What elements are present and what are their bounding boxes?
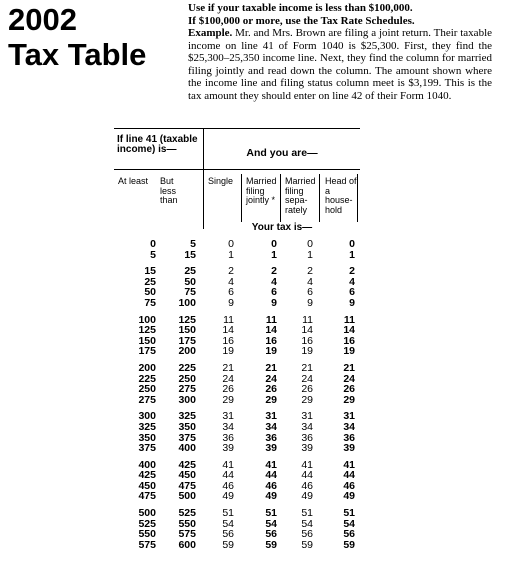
cell-mfs: 44	[301, 469, 313, 482]
if-line-header: If line 41 (taxable income) is—	[117, 134, 198, 155]
cell-hoh: 26	[343, 383, 355, 396]
cell-mfj: 21	[265, 361, 277, 374]
cell-single: 56	[222, 528, 234, 541]
table-header-rule	[114, 169, 360, 170]
col-header-hoh: Head of a house- hold	[325, 176, 357, 215]
cell-single: 1	[228, 248, 234, 261]
cell-but-less-than: 325	[178, 410, 196, 423]
cell-mfj: 4	[271, 275, 277, 288]
col-divider	[357, 174, 358, 227]
cell-single: 6	[228, 286, 234, 299]
your-tax-is-header: Your tax is—	[204, 222, 360, 233]
cell-mfj: 19	[265, 345, 277, 358]
cell-single: 19	[222, 345, 234, 358]
cell-at-least: 425	[138, 469, 156, 482]
table-row	[114, 298, 360, 309]
cell-at-least: 225	[138, 372, 156, 385]
example-label: Example.	[188, 27, 233, 39]
filing-status-box	[241, 174, 358, 227]
cell-at-least: 5	[150, 248, 156, 261]
cell-at-least: 325	[138, 420, 156, 433]
cell-single: 59	[222, 538, 234, 551]
cell-mfs: 4	[307, 275, 313, 288]
cell-mfj: 39	[265, 442, 277, 455]
cell-but-less-than: 125	[178, 313, 196, 326]
cell-mfs: 21	[301, 361, 313, 374]
col-divider	[241, 174, 242, 227]
cell-but-less-than: 525	[178, 507, 196, 520]
cell-mfs: 14	[301, 324, 313, 337]
cell-single: 34	[222, 420, 234, 433]
cell-hoh: 29	[343, 393, 355, 406]
cell-hoh: 56	[343, 528, 355, 541]
cell-at-least: 200	[138, 361, 156, 374]
cell-mfs: 34	[301, 420, 313, 433]
cell-but-less-than: 400	[178, 442, 196, 455]
cell-single: 36	[222, 431, 234, 444]
cell-at-least: 75	[144, 296, 156, 309]
cell-at-least: 50	[144, 286, 156, 299]
table-row	[114, 250, 360, 261]
cell-but-less-than: 250	[178, 372, 196, 385]
cell-mfj: 59	[265, 538, 277, 551]
cell-at-least: 375	[138, 442, 156, 455]
cell-at-least: 250	[138, 383, 156, 396]
cell-single: 16	[222, 334, 234, 347]
cell-mfs: 11	[302, 313, 313, 326]
intro-line-1: Use if your taxable income is less than $100,000.	[188, 2, 413, 14]
cell-single: 4	[228, 275, 234, 288]
cell-but-less-than: 50	[184, 275, 196, 288]
cell-at-least: 475	[138, 490, 156, 503]
cell-mfj: 6	[271, 286, 277, 299]
cell-mfs: 26	[301, 383, 313, 396]
cell-mfj: 26	[265, 383, 277, 396]
table-row	[114, 491, 360, 502]
cell-but-less-than: 500	[178, 490, 196, 503]
cell-mfs: 51	[301, 507, 313, 520]
table-row	[114, 443, 360, 454]
cell-mfs: 46	[301, 479, 313, 492]
cell-but-less-than: 5	[190, 238, 196, 250]
table-top-rule	[114, 128, 360, 129]
cell-at-least: 125	[138, 324, 156, 337]
cell-hoh: 11	[343, 313, 355, 326]
cell-single: 29	[222, 393, 234, 406]
cell-mfj: 41	[265, 458, 277, 471]
title-name: Tax Table	[8, 37, 147, 72]
cell-hoh: 51	[343, 507, 355, 520]
cell-but-less-than: 375	[178, 431, 196, 444]
cell-at-least: 150	[138, 334, 156, 347]
cell-mfs: 0	[307, 238, 313, 250]
cell-mfs: 2	[307, 265, 313, 278]
cell-mfs: 29	[301, 393, 313, 406]
cell-mfs: 56	[301, 528, 313, 541]
cell-hoh: 31	[343, 410, 355, 423]
cell-mfj: 29	[265, 393, 277, 406]
table-header-divider	[203, 128, 204, 229]
cell-but-less-than: 175	[178, 334, 196, 347]
cell-but-less-than: 575	[178, 528, 196, 541]
cell-mfs: 39	[301, 442, 313, 455]
cell-mfj: 54	[265, 517, 277, 530]
cell-at-least: 100	[138, 313, 156, 326]
cell-hoh: 16	[343, 334, 355, 347]
example-text: Mr. and Mrs. Brown are filing a joint return. Their taxable income on line 41 of Form 1040 is $25,300. First, they find the $25,300–25,350 income line. Next, they find the column for married filing jointly and read down the column. The amount shown where the income line and filing status column meet is $3,199. This is the tax amount they should enter on line 42 of their Form 1040.	[188, 27, 493, 102]
cell-mfj: 31	[265, 410, 277, 423]
cell-hoh: 14	[343, 324, 355, 337]
cell-mfs: 59	[301, 538, 313, 551]
cell-but-less-than: 75	[184, 286, 196, 299]
cell-mfs: 1	[307, 248, 313, 261]
cell-hoh: 9	[349, 296, 355, 309]
col-header-at-least: At least	[118, 176, 149, 186]
cell-hoh: 44	[343, 469, 355, 482]
cell-at-least: 350	[138, 431, 156, 444]
cell-mfs: 9	[307, 296, 313, 309]
cell-hoh: 59	[343, 538, 355, 551]
intro-block	[188, 2, 492, 102]
cell-but-less-than: 475	[178, 479, 196, 492]
cell-hoh: 36	[343, 431, 355, 444]
cell-mfj: 24	[265, 372, 277, 385]
cell-single: 0	[228, 238, 234, 250]
col-header-but-less-than: But less than	[160, 176, 178, 205]
example-paragraph	[188, 27, 492, 102]
cell-hoh: 19	[343, 345, 355, 358]
cell-single: 51	[222, 507, 234, 520]
cell-mfj: 1	[271, 248, 277, 261]
cell-single: 44	[222, 469, 234, 482]
cell-hoh: 6	[349, 286, 355, 299]
cell-mfs: 41	[301, 458, 313, 471]
cell-mfj: 11	[265, 313, 277, 326]
cell-at-least: 550	[138, 528, 156, 541]
col-header-single: Single	[208, 176, 234, 186]
cell-at-least: 275	[138, 393, 156, 406]
cell-single: 11	[223, 313, 234, 326]
cell-mfs: 54	[301, 517, 313, 530]
cell-but-less-than: 225	[178, 361, 196, 374]
cell-but-less-than: 600	[178, 538, 196, 551]
intro-line-2: If $100,000 or more, use the Tax Rate Schedules.	[188, 14, 415, 27]
cell-hoh: 39	[343, 442, 355, 455]
cell-hoh: 2	[349, 265, 355, 278]
table-row	[114, 346, 360, 357]
col-header-mfs: Married filing sepa- rately	[285, 176, 316, 215]
cell-hoh: 21	[343, 361, 355, 374]
cell-mfj: 16	[265, 334, 277, 347]
cell-but-less-than: 200	[178, 345, 196, 358]
cell-but-less-than: 350	[178, 420, 196, 433]
cell-single: 54	[222, 517, 234, 530]
cell-mfj: 36	[265, 431, 277, 444]
cell-at-least: 575	[138, 538, 156, 551]
cell-mfj: 9	[271, 296, 277, 309]
cell-mfs: 31	[301, 410, 313, 423]
cell-at-least: 25	[144, 275, 156, 288]
cell-at-least: 450	[138, 479, 156, 492]
title-year: 2002	[8, 2, 77, 37]
col-divider	[280, 174, 281, 227]
cell-mfs: 19	[301, 345, 313, 358]
cell-mfs: 24	[301, 372, 313, 385]
cell-mfj: 44	[265, 469, 277, 482]
cell-mfs: 49	[301, 490, 313, 503]
cell-at-least: 175	[138, 345, 156, 358]
cell-single: 31	[222, 410, 234, 423]
cell-but-less-than: 300	[178, 393, 196, 406]
cell-at-least: 15	[144, 265, 156, 278]
page-title	[8, 2, 146, 72]
cell-single: 24	[222, 372, 234, 385]
cell-single: 14	[222, 324, 234, 337]
cell-but-less-than: 150	[178, 324, 196, 337]
cell-single: 49	[222, 490, 234, 503]
cell-mfj: 56	[265, 528, 277, 541]
cell-single: 41	[222, 458, 234, 471]
cell-mfj: 14	[265, 324, 277, 337]
col-divider	[319, 174, 320, 227]
cell-but-less-than: 550	[178, 517, 196, 530]
table-row	[114, 363, 360, 374]
table-row	[114, 239, 360, 250]
cell-single: 21	[222, 361, 234, 374]
table-row	[114, 422, 360, 433]
cell-single: 9	[228, 296, 234, 309]
cell-hoh: 54	[343, 517, 355, 530]
cell-single: 2	[228, 265, 234, 278]
cell-single: 39	[222, 442, 234, 455]
cell-but-less-than: 25	[184, 265, 196, 278]
cell-mfj: 0	[271, 238, 277, 250]
cell-mfj: 46	[265, 479, 277, 492]
and-you-are-header: And you are—	[246, 147, 318, 159]
cell-at-least: 400	[138, 458, 156, 471]
cell-at-least: 300	[138, 410, 156, 423]
cell-hoh: 49	[343, 490, 355, 503]
cell-mfj: 51	[265, 507, 277, 520]
cell-but-less-than: 425	[178, 458, 196, 471]
cell-mfj: 2	[271, 265, 277, 278]
cell-but-less-than: 275	[178, 383, 196, 396]
cell-hoh: 0	[349, 238, 355, 250]
tax-table	[114, 128, 360, 568]
cell-at-least: 525	[138, 517, 156, 530]
cell-but-less-than: 15	[184, 248, 196, 261]
cell-hoh: 4	[349, 275, 355, 288]
cell-mfs: 6	[307, 286, 313, 299]
cell-but-less-than: 450	[178, 469, 196, 482]
cell-hoh: 34	[343, 420, 355, 433]
cell-single: 46	[222, 479, 234, 492]
cell-at-least: 500	[138, 507, 156, 520]
table-row	[114, 395, 360, 406]
cell-hoh: 24	[343, 372, 355, 385]
cell-mfj: 49	[265, 490, 277, 503]
cell-mfj: 34	[265, 420, 277, 433]
cell-hoh: 41	[343, 458, 355, 471]
cell-mfs: 16	[301, 334, 313, 347]
table-row	[114, 540, 360, 551]
col-header-mfj: Married filing jointly *	[246, 176, 277, 205]
table-body	[114, 239, 360, 550]
cell-at-least: 0	[150, 238, 156, 250]
cell-mfs: 36	[301, 431, 313, 444]
cell-hoh: 1	[349, 248, 355, 261]
cell-hoh: 46	[343, 479, 355, 492]
cell-but-less-than: 100	[178, 296, 196, 309]
cell-single: 26	[222, 383, 234, 396]
